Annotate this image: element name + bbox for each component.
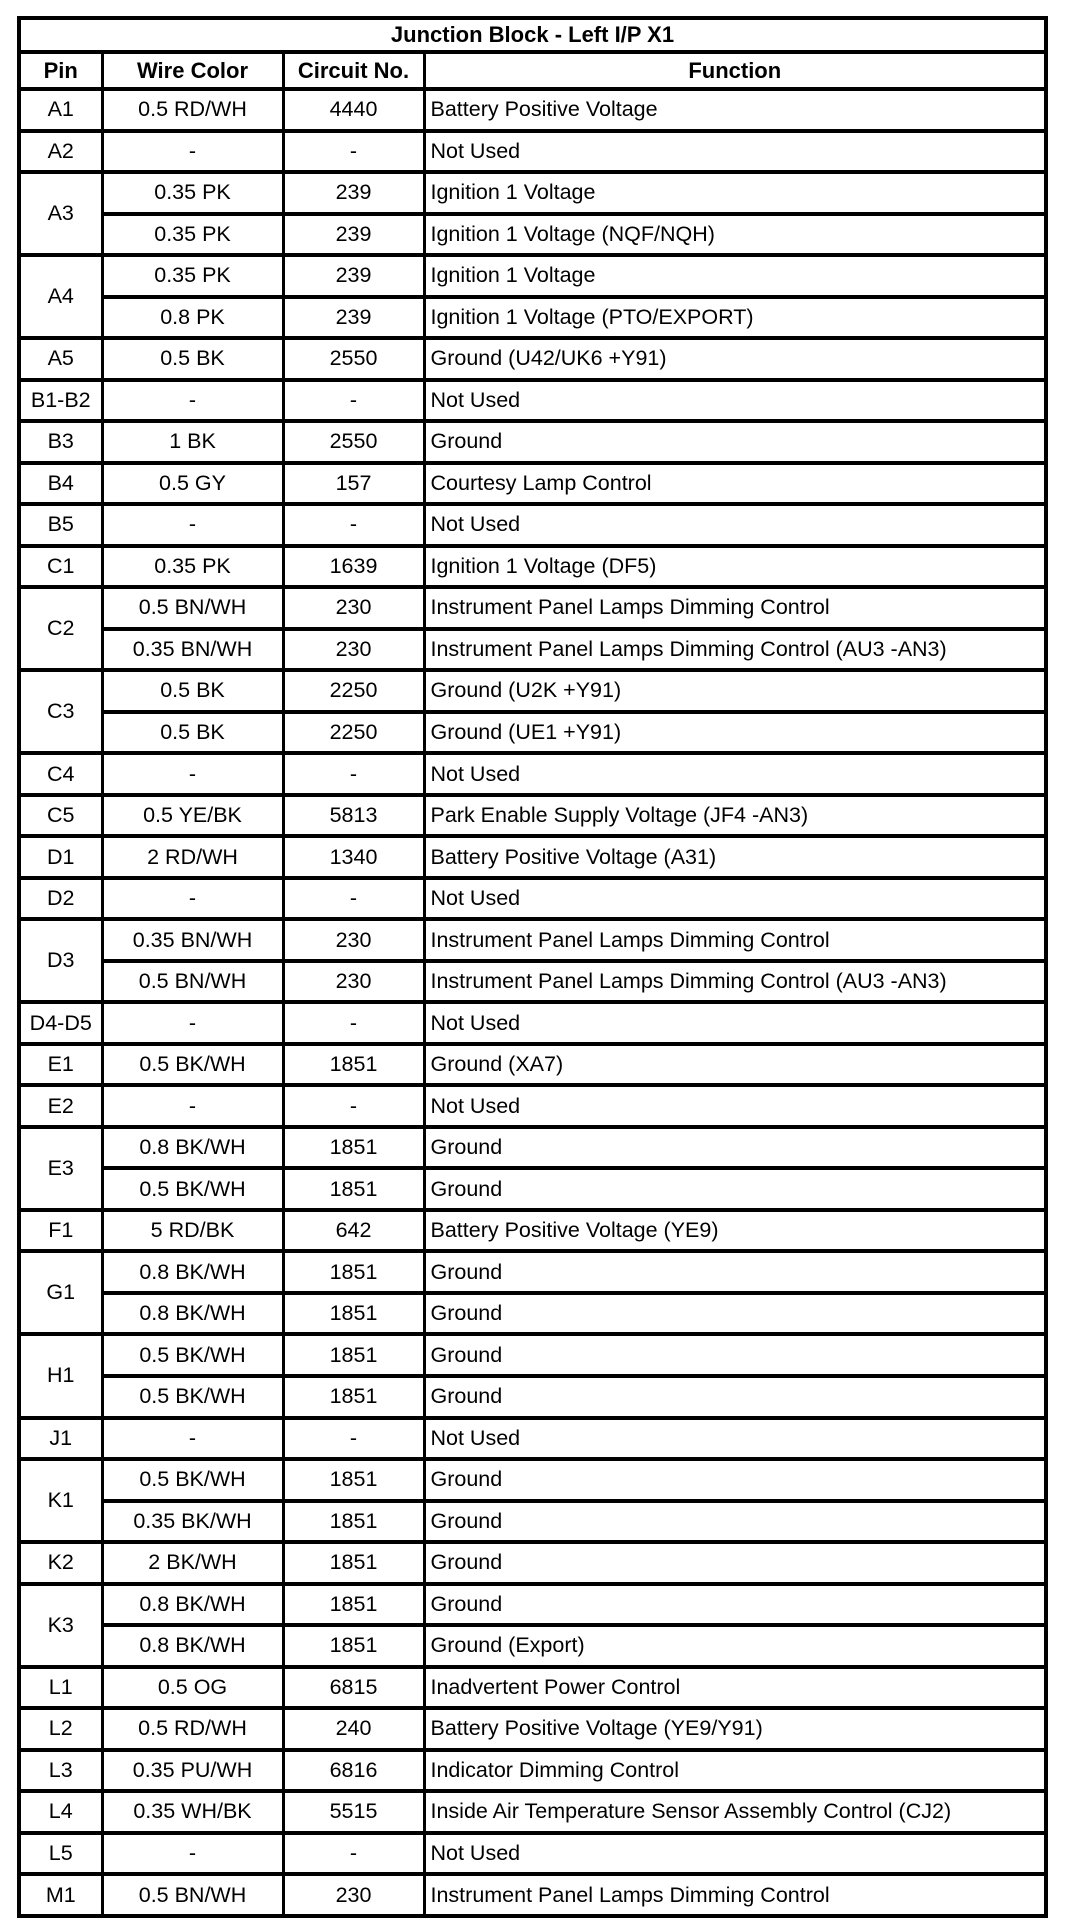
- pin-cell: D2: [19, 878, 102, 920]
- circuit-no-cell: 5813: [283, 795, 424, 837]
- pin-cell: A3: [19, 172, 102, 255]
- circuit-no-cell: -: [283, 380, 424, 422]
- circuit-no-cell: 6815: [283, 1667, 424, 1709]
- function-cell: Ground: [424, 1293, 1046, 1335]
- function-cell: Ground: [424, 1251, 1046, 1293]
- table-row: [19, 836, 1046, 878]
- table-row: [19, 1168, 1046, 1210]
- function-cell: Ground (UE1 +Y91): [424, 712, 1046, 754]
- table-row: [19, 1750, 1046, 1792]
- pin-cell: B5: [19, 504, 102, 546]
- table-row: [19, 546, 1046, 588]
- pin-cell: L5: [19, 1833, 102, 1875]
- wire-color-cell: -: [102, 1085, 283, 1127]
- pin-cell: M1: [19, 1874, 102, 1916]
- table-row: [19, 795, 1046, 837]
- function-cell: Ground: [424, 1459, 1046, 1501]
- wire-color-cell: 0.5 GY: [102, 463, 283, 505]
- pin-cell: B3: [19, 421, 102, 463]
- circuit-no-cell: 230: [283, 1874, 424, 1916]
- function-cell: Battery Positive Voltage (A31): [424, 836, 1046, 878]
- table-row: [19, 1002, 1046, 1044]
- pin-cell: K2: [19, 1542, 102, 1584]
- table-row: [19, 878, 1046, 920]
- wire-color-cell: 0.35 PK: [102, 214, 283, 256]
- pin-cell: A4: [19, 255, 102, 338]
- table-row: [19, 1584, 1046, 1626]
- function-cell: Not Used: [424, 131, 1046, 173]
- circuit-no-cell: 239: [283, 214, 424, 256]
- wire-color-cell: -: [102, 878, 283, 920]
- function-cell: Ground: [424, 1334, 1046, 1376]
- wire-color-cell: 0.5 BN/WH: [102, 961, 283, 1003]
- wire-color-cell: 0.8 BK/WH: [102, 1127, 283, 1169]
- function-cell: Not Used: [424, 878, 1046, 920]
- circuit-no-cell: -: [283, 753, 424, 795]
- function-cell: Instrument Panel Lamps Dimming Control: [424, 587, 1046, 629]
- pin-cell: F1: [19, 1210, 102, 1252]
- wire-color-cell: 0.5 BK/WH: [102, 1168, 283, 1210]
- table-row: [19, 919, 1046, 961]
- function-cell: Ground: [424, 1542, 1046, 1584]
- pin-cell: E2: [19, 1085, 102, 1127]
- circuit-no-cell: 2250: [283, 670, 424, 712]
- circuit-no-cell: 240: [283, 1708, 424, 1750]
- table-row: [19, 1625, 1046, 1667]
- circuit-no-cell: 2550: [283, 338, 424, 380]
- table-row: [19, 504, 1046, 546]
- function-cell: Not Used: [424, 1085, 1046, 1127]
- wire-color-cell: 0.8 BK/WH: [102, 1625, 283, 1667]
- circuit-no-cell: -: [283, 1418, 424, 1460]
- header-function: Function: [424, 52, 1046, 89]
- wire-color-cell: 1 BK: [102, 421, 283, 463]
- circuit-no-cell: 4440: [283, 89, 424, 131]
- header-row: [19, 52, 1046, 89]
- function-cell: Ground: [424, 421, 1046, 463]
- wire-color-cell: 0.5 BK/WH: [102, 1376, 283, 1418]
- wire-color-cell: -: [102, 504, 283, 546]
- wire-color-cell: 0.35 PK: [102, 172, 283, 214]
- circuit-no-cell: -: [283, 878, 424, 920]
- table-row: [19, 1334, 1046, 1376]
- wire-color-cell: 0.5 BK: [102, 712, 283, 754]
- function-cell: Instrument Panel Lamps Dimming Control: [424, 919, 1046, 961]
- circuit-no-cell: 6816: [283, 1750, 424, 1792]
- function-cell: Not Used: [424, 1002, 1046, 1044]
- wire-color-cell: 0.5 RD/WH: [102, 1708, 283, 1750]
- table-row: [19, 1459, 1046, 1501]
- pin-cell: D4-D5: [19, 1002, 102, 1044]
- function-cell: Battery Positive Voltage (YE9): [424, 1210, 1046, 1252]
- table-row: [19, 172, 1046, 214]
- table-row: [19, 421, 1046, 463]
- wire-color-cell: 0.5 BN/WH: [102, 1874, 283, 1916]
- circuit-no-cell: 230: [283, 919, 424, 961]
- table-row: [19, 1418, 1046, 1460]
- pin-cell: B4: [19, 463, 102, 505]
- function-cell: Ignition 1 Voltage (DF5): [424, 546, 1046, 588]
- pin-cell: A1: [19, 89, 102, 131]
- circuit-no-cell: 157: [283, 463, 424, 505]
- wire-color-cell: 0.5 OG: [102, 1667, 283, 1709]
- function-cell: Not Used: [424, 380, 1046, 422]
- pin-cell: K1: [19, 1459, 102, 1542]
- pin-cell: L1: [19, 1667, 102, 1709]
- table-row: [19, 1667, 1046, 1709]
- circuit-no-cell: 1851: [283, 1501, 424, 1543]
- function-cell: Ground: [424, 1127, 1046, 1169]
- header-pin: Pin: [19, 52, 102, 89]
- wire-color-cell: -: [102, 753, 283, 795]
- title-row: [19, 18, 1046, 52]
- circuit-no-cell: -: [283, 1002, 424, 1044]
- table-row: [19, 1833, 1046, 1875]
- function-cell: Battery Positive Voltage: [424, 89, 1046, 131]
- function-cell: Inside Air Temperature Sensor Assembly Control (CJ2): [424, 1791, 1046, 1833]
- function-cell: Ignition 1 Voltage: [424, 172, 1046, 214]
- circuit-no-cell: -: [283, 1085, 424, 1127]
- table-row: [19, 255, 1046, 297]
- circuit-no-cell: 1851: [283, 1127, 424, 1169]
- wire-color-cell: -: [102, 1833, 283, 1875]
- table-row: [19, 214, 1046, 256]
- circuit-no-cell: -: [283, 504, 424, 546]
- wire-color-cell: 0.35 PK: [102, 546, 283, 588]
- circuit-no-cell: 1851: [283, 1542, 424, 1584]
- pin-cell: L2: [19, 1708, 102, 1750]
- table-row: [19, 1127, 1046, 1169]
- wire-color-cell: 0.5 BK/WH: [102, 1044, 283, 1086]
- table-row: [19, 1791, 1046, 1833]
- table-row: [19, 380, 1046, 422]
- pin-cell: C4: [19, 753, 102, 795]
- pin-cell: D1: [19, 836, 102, 878]
- function-cell: Park Enable Supply Voltage (JF4 -AN3): [424, 795, 1046, 837]
- wire-color-cell: 0.35 WH/BK: [102, 1791, 283, 1833]
- circuit-no-cell: 1340: [283, 836, 424, 878]
- table-row: [19, 1376, 1046, 1418]
- wire-color-cell: -: [102, 1002, 283, 1044]
- wire-color-cell: -: [102, 131, 283, 173]
- circuit-no-cell: 1851: [283, 1168, 424, 1210]
- wire-color-cell: 0.5 YE/BK: [102, 795, 283, 837]
- table-row: [19, 753, 1046, 795]
- circuit-no-cell: 1851: [283, 1044, 424, 1086]
- function-cell: Battery Positive Voltage (YE9/Y91): [424, 1708, 1046, 1750]
- pin-cell: A2: [19, 131, 102, 173]
- table-row: [19, 1210, 1046, 1252]
- function-cell: Ignition 1 Voltage: [424, 255, 1046, 297]
- pin-body: [19, 89, 1046, 1916]
- wire-color-cell: 0.8 PK: [102, 297, 283, 339]
- circuit-no-cell: 1851: [283, 1293, 424, 1335]
- header-circuit-no: Circuit No.: [283, 52, 424, 89]
- function-cell: Instrument Panel Lamps Dimming Control (AU3 -AN3): [424, 629, 1046, 671]
- table-row: [19, 89, 1046, 131]
- circuit-no-cell: 1851: [283, 1376, 424, 1418]
- table-row: [19, 1293, 1046, 1335]
- header-wire-color: Wire Color: [102, 52, 283, 89]
- wire-color-cell: 0.8 BK/WH: [102, 1251, 283, 1293]
- wire-color-cell: 0.35 BN/WH: [102, 919, 283, 961]
- pin-cell: C5: [19, 795, 102, 837]
- table-row: [19, 297, 1046, 339]
- table-row: [19, 1085, 1046, 1127]
- function-cell: Not Used: [424, 504, 1046, 546]
- circuit-no-cell: -: [283, 131, 424, 173]
- wire-color-cell: 0.35 BN/WH: [102, 629, 283, 671]
- function-cell: Ground: [424, 1376, 1046, 1418]
- wire-color-cell: 5 RD/BK: [102, 1210, 283, 1252]
- function-cell: Ground: [424, 1168, 1046, 1210]
- pin-cell: H1: [19, 1334, 102, 1417]
- circuit-no-cell: 1851: [283, 1251, 424, 1293]
- pin-cell: J1: [19, 1418, 102, 1460]
- table-row: [19, 1251, 1046, 1293]
- table-row: [19, 670, 1046, 712]
- pin-cell: B1-B2: [19, 380, 102, 422]
- table-row: [19, 961, 1046, 1003]
- pin-cell: A5: [19, 338, 102, 380]
- circuit-no-cell: 1639: [283, 546, 424, 588]
- function-cell: Ground (U2K +Y91): [424, 670, 1046, 712]
- function-cell: Instrument Panel Lamps Dimming Control (AU3 -AN3): [424, 961, 1046, 1003]
- wire-color-cell: 0.5 BK/WH: [102, 1459, 283, 1501]
- wire-color-cell: 2 RD/WH: [102, 836, 283, 878]
- table-row: [19, 131, 1046, 173]
- function-cell: Ignition 1 Voltage (NQF/NQH): [424, 214, 1046, 256]
- circuit-no-cell: 239: [283, 297, 424, 339]
- function-cell: Not Used: [424, 1833, 1046, 1875]
- table-row: [19, 1708, 1046, 1750]
- function-cell: Inadvertent Power Control: [424, 1667, 1046, 1709]
- pin-cell: D3: [19, 919, 102, 1002]
- pin-cell: G1: [19, 1251, 102, 1334]
- table-row: [19, 463, 1046, 505]
- circuit-no-cell: 2550: [283, 421, 424, 463]
- function-cell: Indicator Dimming Control: [424, 1750, 1046, 1792]
- table-row: [19, 338, 1046, 380]
- circuit-no-cell: 239: [283, 172, 424, 214]
- table-row: [19, 629, 1046, 671]
- function-cell: Instrument Panel Lamps Dimming Control: [424, 1874, 1046, 1916]
- wire-color-cell: -: [102, 1418, 283, 1460]
- circuit-no-cell: 1851: [283, 1625, 424, 1667]
- table-row: [19, 587, 1046, 629]
- circuit-no-cell: 642: [283, 1210, 424, 1252]
- function-cell: Ground (XA7): [424, 1044, 1046, 1086]
- circuit-no-cell: 239: [283, 255, 424, 297]
- wire-color-cell: 0.35 PU/WH: [102, 1750, 283, 1792]
- wire-color-cell: 0.35 BK/WH: [102, 1501, 283, 1543]
- pin-cell: E3: [19, 1127, 102, 1210]
- function-cell: Ground: [424, 1501, 1046, 1543]
- pin-cell: L3: [19, 1750, 102, 1792]
- pin-cell: C3: [19, 670, 102, 753]
- circuit-no-cell: 1851: [283, 1334, 424, 1376]
- wire-color-cell: 0.8 BK/WH: [102, 1293, 283, 1335]
- function-cell: Not Used: [424, 1418, 1046, 1460]
- circuit-no-cell: 230: [283, 629, 424, 671]
- pin-table: [17, 16, 1048, 1918]
- table-row: [19, 1501, 1046, 1543]
- table-row: [19, 712, 1046, 754]
- circuit-no-cell: 2250: [283, 712, 424, 754]
- function-cell: Ignition 1 Voltage (PTO/EXPORT): [424, 297, 1046, 339]
- function-cell: Ground (Export): [424, 1625, 1046, 1667]
- wire-color-cell: 0.5 BK: [102, 338, 283, 380]
- wire-color-cell: 0.5 RD/WH: [102, 89, 283, 131]
- circuit-no-cell: 230: [283, 587, 424, 629]
- pin-cell: C1: [19, 546, 102, 588]
- wire-color-cell: 0.8 BK/WH: [102, 1584, 283, 1626]
- wire-color-cell: 0.35 PK: [102, 255, 283, 297]
- table-title: Junction Block - Left I/P X1: [19, 18, 1046, 52]
- function-cell: Ground: [424, 1584, 1046, 1626]
- wire-color-cell: -: [102, 380, 283, 422]
- function-cell: Courtesy Lamp Control: [424, 463, 1046, 505]
- function-cell: Ground (U42/UK6 +Y91): [424, 338, 1046, 380]
- pin-cell: K3: [19, 1584, 102, 1667]
- wire-color-cell: 0.5 BK/WH: [102, 1334, 283, 1376]
- wire-color-cell: 0.5 BN/WH: [102, 587, 283, 629]
- circuit-no-cell: -: [283, 1833, 424, 1875]
- circuit-no-cell: 1851: [283, 1584, 424, 1626]
- function-cell: Not Used: [424, 753, 1046, 795]
- pin-cell: C2: [19, 587, 102, 670]
- wire-color-cell: 2 BK/WH: [102, 1542, 283, 1584]
- pin-cell: E1: [19, 1044, 102, 1086]
- pin-cell: L4: [19, 1791, 102, 1833]
- table-row: [19, 1542, 1046, 1584]
- circuit-no-cell: 5515: [283, 1791, 424, 1833]
- circuit-no-cell: 1851: [283, 1459, 424, 1501]
- table-row: [19, 1874, 1046, 1916]
- table-row: [19, 1044, 1046, 1086]
- circuit-no-cell: 230: [283, 961, 424, 1003]
- wire-color-cell: 0.5 BK: [102, 670, 283, 712]
